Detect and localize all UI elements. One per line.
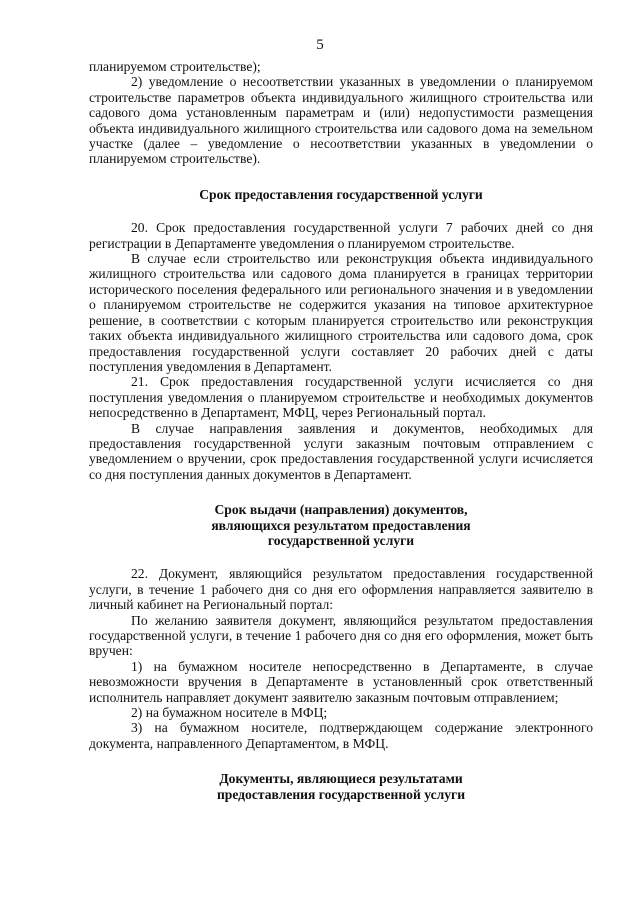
page-number: 5: [316, 37, 324, 53]
paragraph-historic-settlement: В случае если строительство или реконструкция объекта индивидуального жилищного строительства или садового дома планируется в границах территории исторического поселения федерального или регионального значения и в уведомлении о планируемом строительстве не содержится указания на типовое архитектурное решение, в соответствии с которым планируется строительство или реконструкция таких объекта индивидуального жилищного строительства или садового дома, срок предоставления государственной услуги составляет 20 рабочих дней с даты поступления уведомления в Департамент.: [89, 251, 593, 374]
paragraph-applicant-request: По желанию заявителя документ, являющийся результатом предоставления государственной услуги, в течение 1 рабочего дня со дня его оформления, может быть вручен:: [89, 612, 593, 659]
list-item-electronic-copy-mfc: 3) на бумажном носителе, подтверждающем содержание электронного документа, направленного Департаментом, в МФЦ.: [89, 720, 593, 751]
section-heading-service-term: Срок предоставления государственной услуги: [199, 186, 483, 202]
list-item-paper-mfc: 2) на бумажном носителе в МФЦ;: [131, 705, 328, 721]
paragraph-continuation: планируемом строительстве);: [89, 59, 261, 74]
heading-line: Срок выдачи (направления) документов,: [214, 502, 468, 518]
heading-line: Документы, являющиеся результатами: [219, 771, 463, 787]
heading-line: государственной услуги: [267, 532, 415, 548]
heading-line: являющихся результатом предоставления: [211, 517, 471, 533]
document-body: [89, 59, 593, 802]
paragraph-20: 20. Срок предоставления государственной услуги 7 рабочих дней со дня регистрации в Департаменте уведомления о планируемом строительстве.: [89, 220, 593, 251]
paragraph-item-2: 2) уведомление о несоответствии указанных в уведомлении о планируемом строительстве параметров объекта индивидуального жилищного строительства или садового дома установленным параметрам и (или) недопустимости размещения объекта индивидуального жилищного строительства или садового дома на земельном участке (далее – уведомление о несоответствии указанных в уведомлении о планируемом строительстве).: [89, 74, 593, 167]
paragraph-21: 21. Срок предоставления государственной услуги исчисляется со дня поступления уведомления о планируемом строительстве и необходимых документов непосредственно в Департамент, МФЦ, через Региональный портал.: [89, 374, 593, 421]
list-item-paper-department: 1) на бумажном носителе непосредственно в Департаменте, в случае невозможности вручения в Департаменте в установленный срок ответственный исполнитель направляет документ заявителю заказным почтовым отправлением;: [89, 658, 593, 705]
section-heading-issue-term: [89, 502, 593, 548]
section-heading-result-documents: [89, 771, 593, 802]
paragraph-22: 22. Документ, являющийся результатом предоставления государственной услуги, в течение 1 рабочего дня со дня его оформления направляется заявителю в личный кабинет на Региональный портал:: [89, 566, 593, 613]
paragraph-postal-submission: В случае направления заявления и документов, необходимых для предоставления государственной услуги заказным почтовым отправлением с уведомлением о вручении, срок предоставления государственной услуги исчисляется со дня поступления данных документов в Департамент.: [89, 420, 593, 482]
heading-line: предоставления государственной услуги: [216, 786, 466, 802]
